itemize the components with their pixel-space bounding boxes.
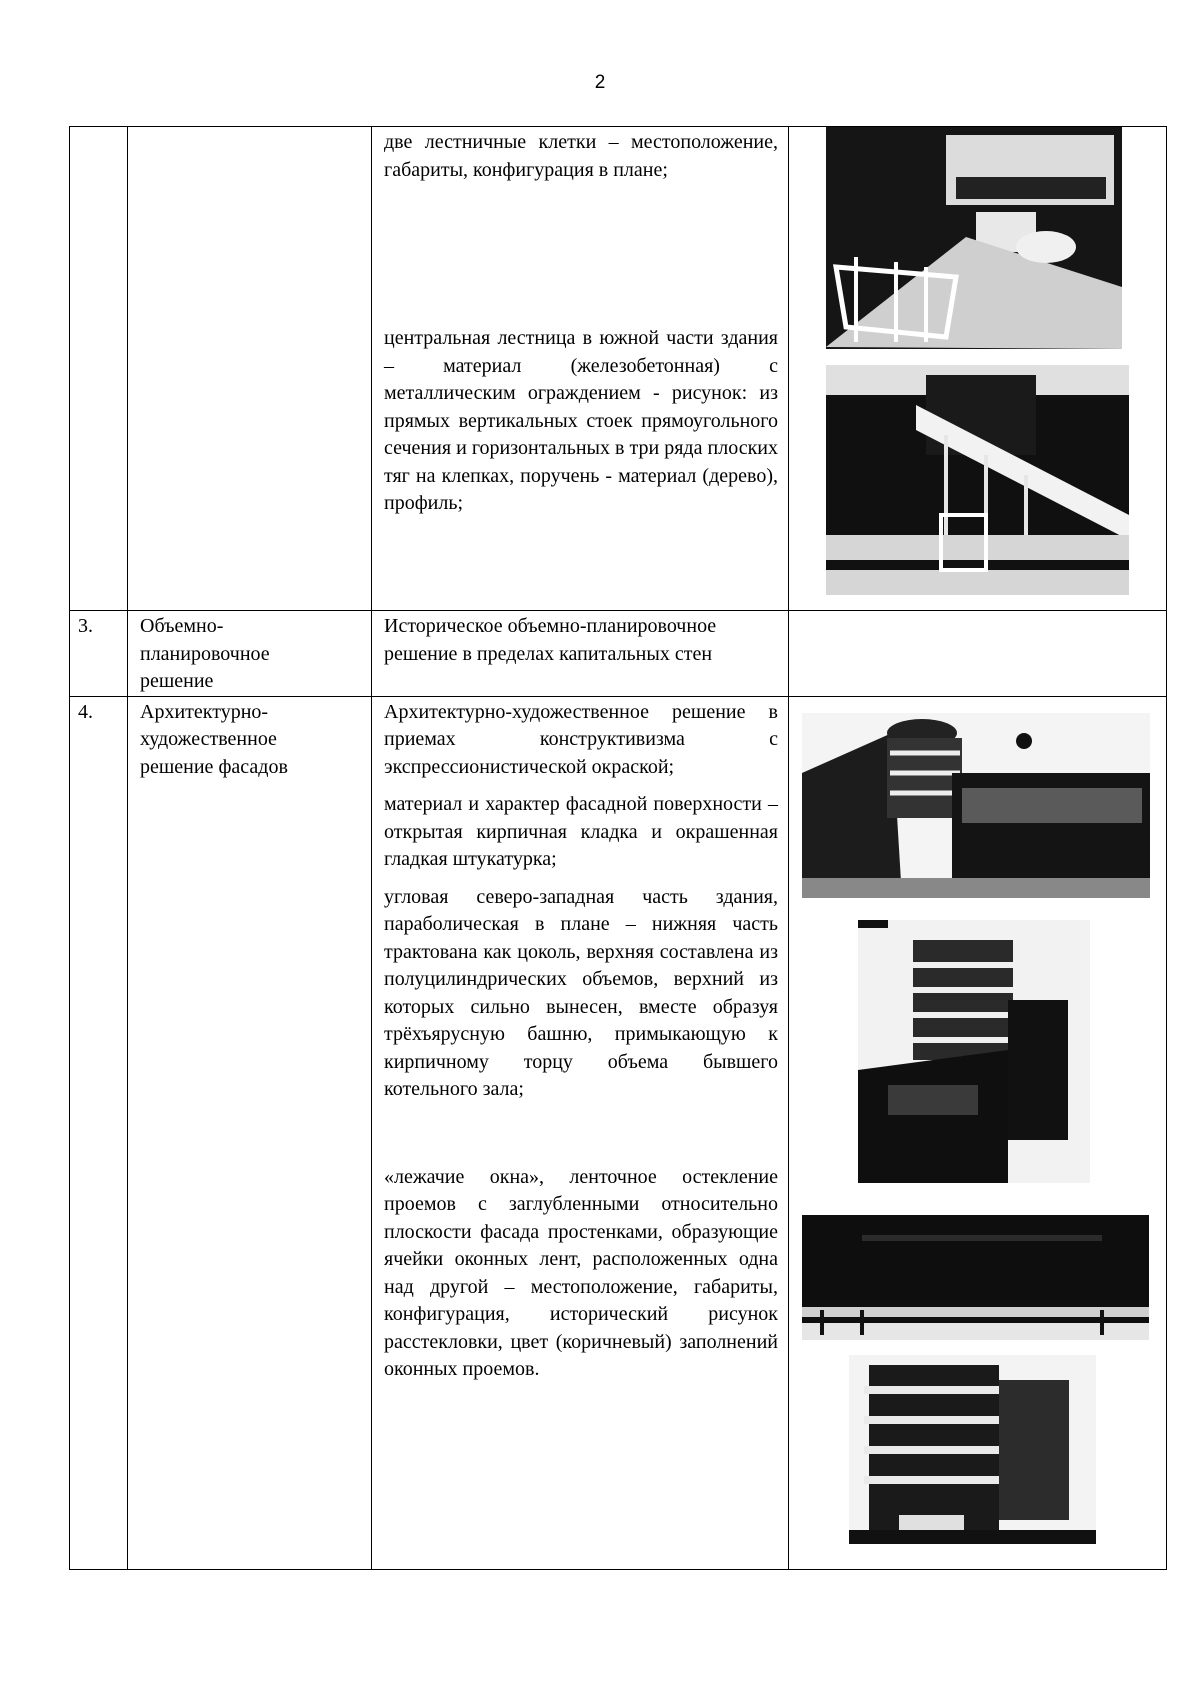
page-number: 2 — [594, 72, 606, 93]
row-number-cell: 3. — [70, 611, 128, 697]
row-description-cell — [372, 127, 789, 611]
objects-table — [69, 126, 1167, 1570]
facade-corner-photo — [802, 713, 1150, 898]
staircase-photo — [826, 127, 1122, 349]
row-name-cell — [128, 127, 372, 611]
facade-tower-photo — [858, 920, 1090, 1183]
description-paragraph: угловая северо-западная часть здания, параболическая в плане – нижняя часть трактована как цоколь, верхняя составлена из полуцилиндрических объемов, верхний из которых сильно вынесен, вместе образуя трёхъярусную башню, примыкающую к кирпичному торцу объема бывшего котельного зала; — [384, 885, 778, 1100]
description-paragraph: две лестничные клетки – местоположение, габариты, конфигурация в плане; — [384, 131, 778, 181]
row-photo-cell — [789, 611, 1167, 697]
description-paragraph: Архитектурно-художественное решение в приемах конструктивизма с экспрессионистической окраской; — [384, 700, 778, 778]
facade-windows-photo — [802, 1215, 1149, 1340]
row-number-cell: 4. — [70, 696, 128, 1569]
description-paragraph: «лежачие окна», ленточное остекление проемов с заглубленными относительно плоскости фасада простенками, образующие ячейки оконных лент, расположенных одна над другой – местоположение, габариты, конфигурация, исторический рисунок расстекловки, цвет (коричневый) заполнений оконных проемов. — [384, 1165, 778, 1380]
row-description-cell — [372, 696, 789, 1569]
row-name-cell: Архитектурно-художественное решение фасадов — [128, 696, 372, 1569]
description-paragraph: материал и характер фасадной поверхности – открытая кирпичная кладка и окрашенная гладкая штукатурка; — [384, 793, 778, 870]
row-photo-cell — [789, 127, 1167, 611]
row-number-cell — [70, 127, 128, 611]
facade-balconies-photo — [849, 1355, 1096, 1544]
description-paragraph: центральная лестница в южной части здания – материал (железобетонная) с металлическим ограждением - рисунок: из прямых вертикальных стоек прямоугольного сечения и горизонтальных в три ряда плоских тяг на клепках, поручень - материал (дерево), профиль; — [384, 327, 778, 514]
table-row — [70, 611, 1167, 697]
row-description-cell: Историческое объемно-планировочное решение в пределах капитальных стен — [372, 611, 789, 697]
staircase-railing-photo — [826, 365, 1129, 595]
row-name-cell: Объемно-планировочное решение — [128, 611, 372, 697]
table-row — [70, 127, 1167, 611]
table-row — [70, 696, 1167, 1569]
row-photo-cell — [789, 696, 1167, 1569]
